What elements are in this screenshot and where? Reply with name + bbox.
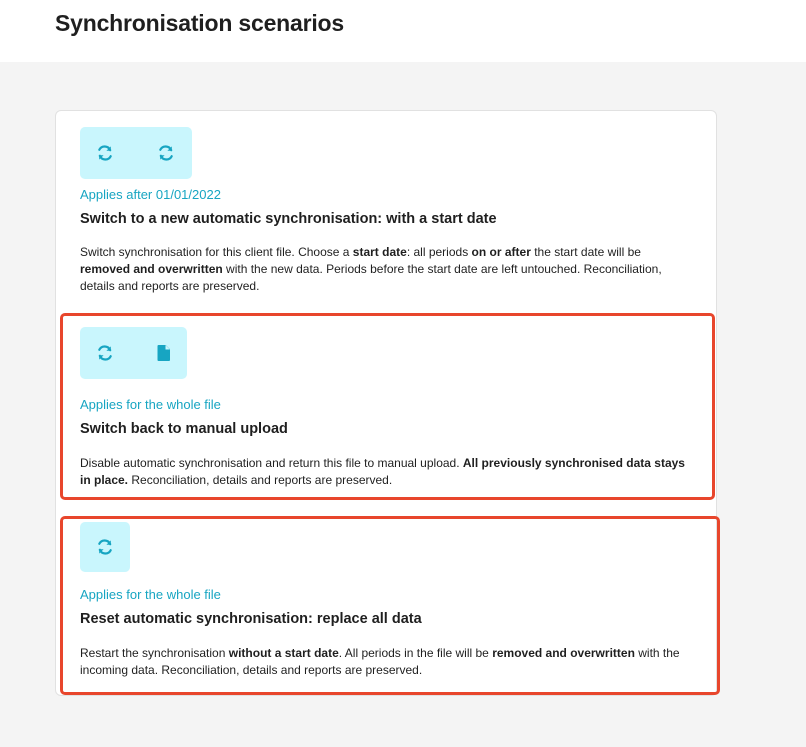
sync-icon bbox=[95, 537, 115, 557]
scenario-description bbox=[80, 455, 695, 489]
page-header bbox=[0, 0, 806, 62]
scenario-title: Switch to a new automatic synchronisation: with a start date bbox=[80, 211, 497, 227]
description-text: Restart the synchronisation bbox=[80, 646, 229, 660]
scenario-applies-label: Applies for the whole file bbox=[80, 587, 221, 602]
description-text: . All periods in the file will be bbox=[338, 646, 493, 660]
scenario-reset-sync[interactable] bbox=[60, 516, 720, 695]
scenario-icons bbox=[80, 127, 192, 179]
scenario-applies-label: Applies for the whole file bbox=[80, 397, 221, 412]
description-text: with the incoming data. Reconciliation, details and reports are preserved. bbox=[80, 646, 680, 677]
description-text: with the new data. Periods before the start date are left untouched. Reconciliation, details and reports are preserved. bbox=[80, 262, 662, 293]
description-text: the start date will be bbox=[530, 245, 641, 259]
description-emphasis: removed and overwritten bbox=[80, 262, 223, 276]
file-icon bbox=[154, 343, 174, 363]
sync-icon bbox=[95, 143, 115, 163]
scenario-title: Switch back to manual upload bbox=[80, 421, 288, 437]
sync-icon bbox=[95, 343, 115, 363]
scenario-title: Reset automatic synchronisation: replace all data bbox=[80, 611, 422, 627]
description-emphasis: All previously synchronised data stays in place. bbox=[80, 456, 685, 487]
description-emphasis: without a start date bbox=[228, 646, 339, 660]
scenario-new-sync-with-start-date[interactable] bbox=[56, 111, 716, 311]
sync-icon bbox=[156, 143, 176, 163]
scenario-manual-upload[interactable] bbox=[60, 313, 715, 500]
description-text: Reconciliation, details and reports are preserved. bbox=[128, 473, 393, 487]
scenario-description bbox=[80, 645, 700, 679]
scenarios-card bbox=[55, 110, 717, 696]
description-emphasis: removed and overwritten bbox=[492, 646, 635, 660]
scenario-icons bbox=[80, 522, 130, 572]
description-emphasis: on or after bbox=[471, 245, 531, 259]
scenario-description bbox=[80, 244, 692, 295]
scenario-applies-label: Applies after 01/01/2022 bbox=[80, 187, 221, 202]
description-emphasis: start date bbox=[352, 245, 407, 259]
scenario-icons bbox=[80, 327, 187, 379]
description-text: Switch synchronisation for this client file. Choose a bbox=[80, 245, 353, 259]
page-title: Synchronisation scenarios bbox=[55, 10, 344, 36]
description-text: Disable automatic synchronisation and return this file to manual upload. bbox=[80, 456, 463, 470]
description-text: : all periods bbox=[406, 245, 472, 259]
